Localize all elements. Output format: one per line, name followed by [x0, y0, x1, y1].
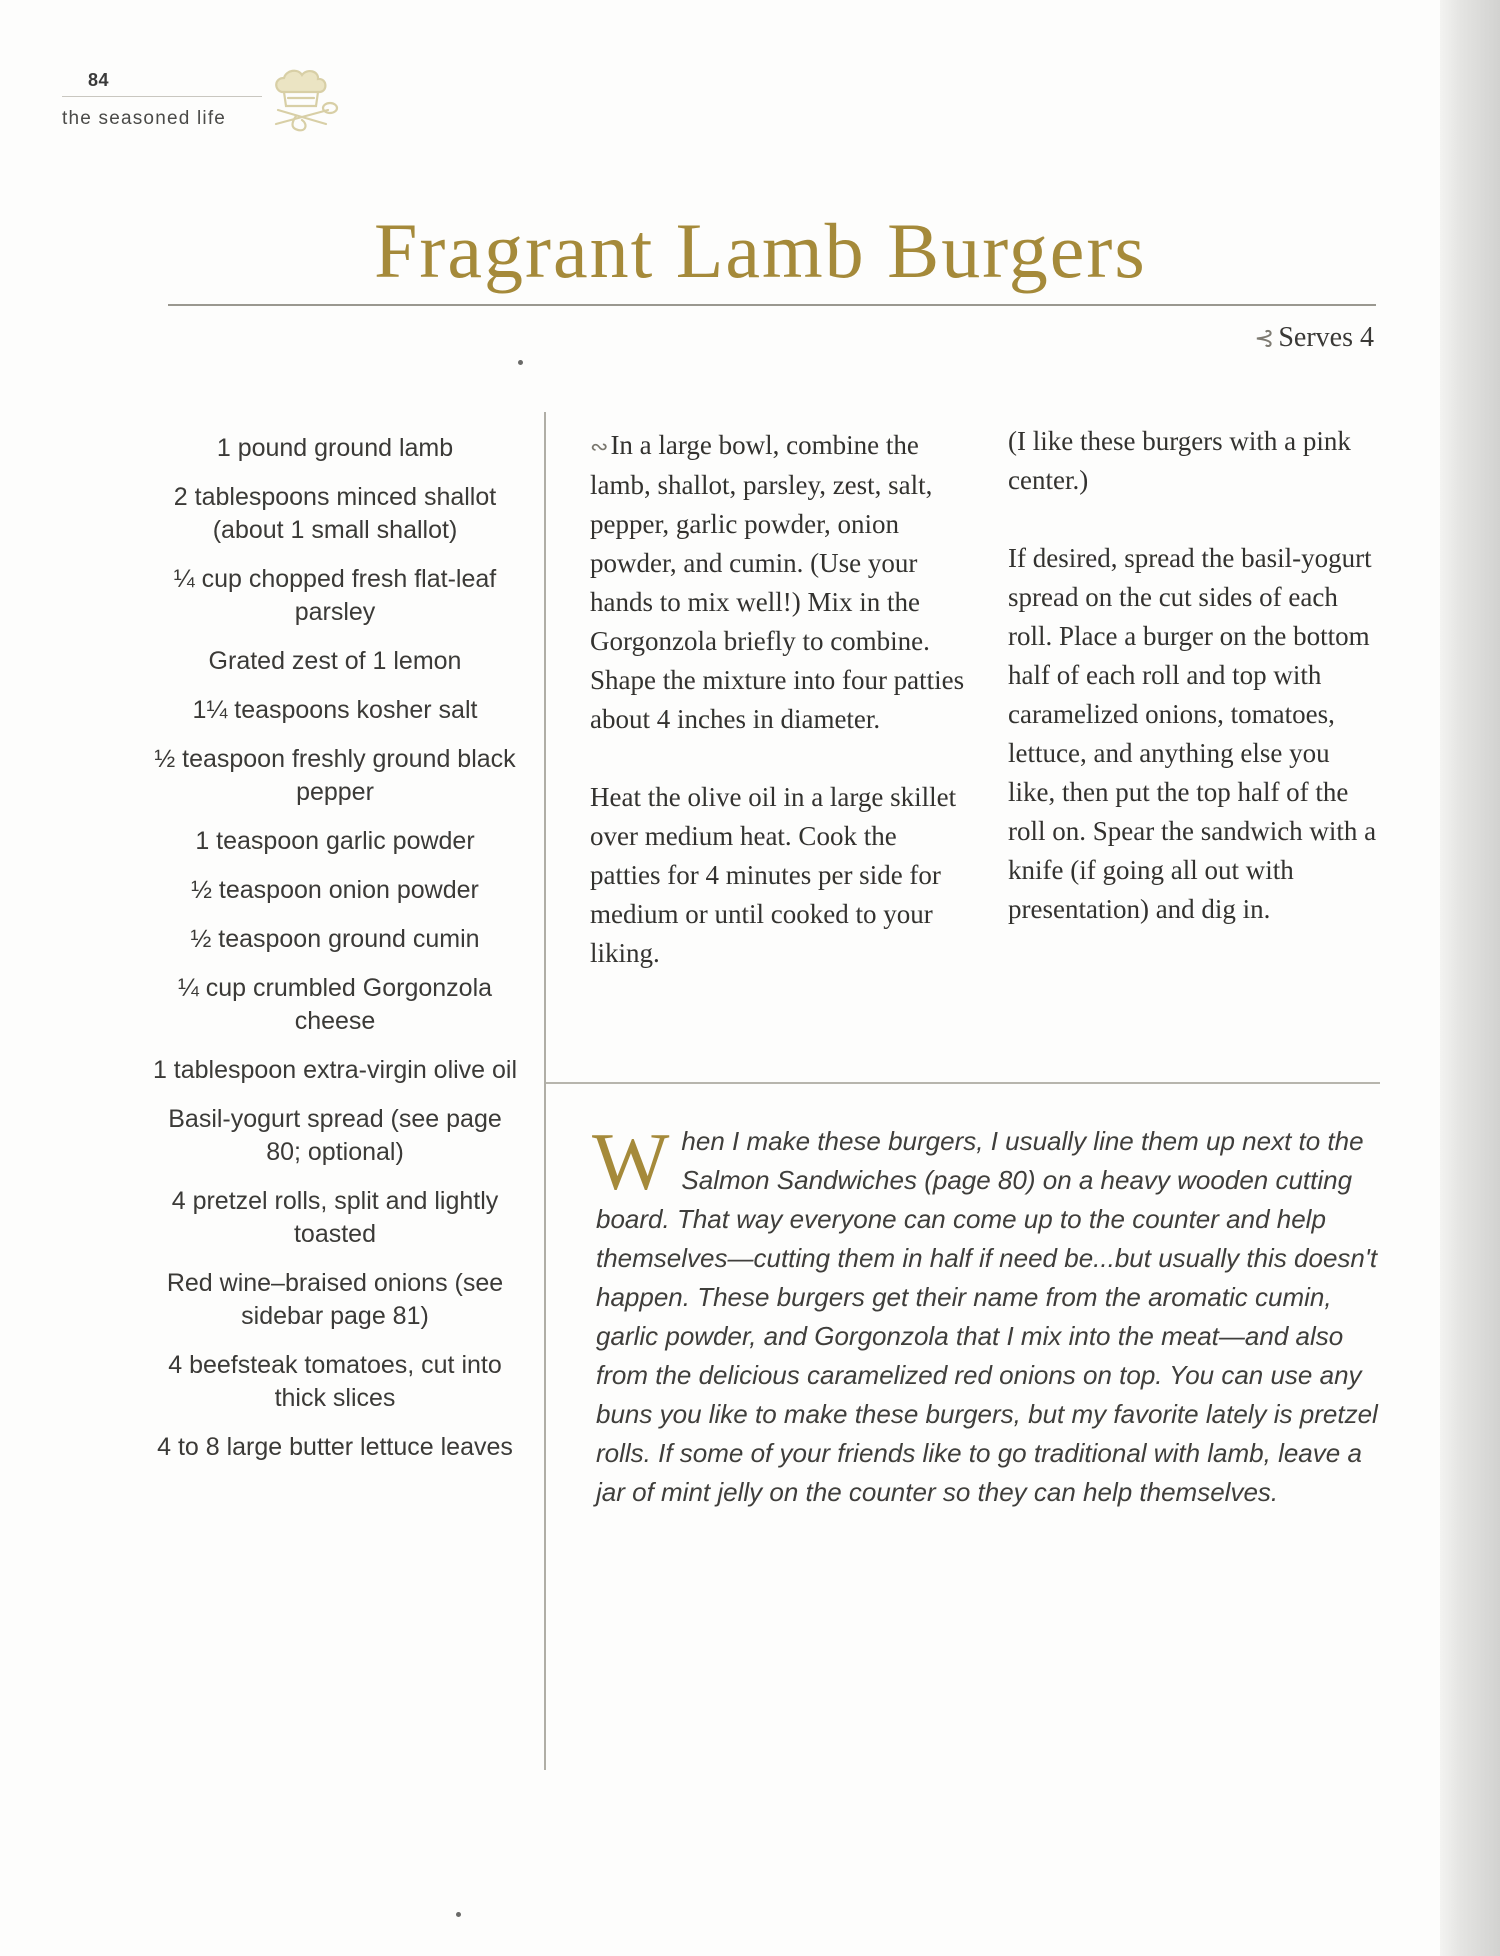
ingredient-item: 4 beefsteak tomatoes, cut into thick slices	[168, 1351, 502, 1412]
ingredient-item: Grated zest of 1 lemon	[208, 647, 462, 675]
ingredient-item: ½ teaspoon onion powder	[191, 876, 479, 904]
drop-cap: W	[592, 1116, 670, 1207]
recipe-title: Fragrant Lamb Burgers	[374, 207, 1147, 294]
folio-rule	[62, 96, 262, 97]
column-divider	[544, 412, 546, 1770]
title-rule	[168, 304, 1376, 306]
method-step-2: Heat the olive oil in a large skillet over medium heat. Cook the patties for 4 minutes per side for medium or until cooked to your liking.	[590, 782, 957, 968]
flourish-icon: ⊰	[1254, 326, 1275, 352]
page-gutter-shadow	[1440, 0, 1500, 1956]
ingredient-item: ½ teaspoon freshly ground black pepper	[154, 745, 516, 806]
ingredient-item: 4 to 8 large butter lettuce leaves	[157, 1433, 513, 1461]
headnote	[592, 1116, 1386, 1512]
ingredient-item: ¼ cup crumbled Gorgonzola cheese	[177, 974, 493, 1035]
ingredient-list	[150, 432, 520, 1480]
headnote-divider	[546, 1082, 1380, 1084]
headnote-text: hen I make these burgers, I usually line them up next to the Salmon Sandwiches (page 80) on a heavy wooden cutting board. That way everyone can come up to the counter and help themselves—cutting them in half if need be...but usually this doesn't happen. These burgers get their name from the aromatic cumin, garlic powder, and Gorgonzola that I mix into the meat—and also from the delicious caramelized red onions on top. You can use any buns you like to make these burgers, but my favorite lately is pretzel rolls. If some of your friends like to go traditional with lamb, leave a jar of mint jelly on the counter so they can help themselves.	[596, 1126, 1378, 1507]
ingredient-item: Basil-yogurt spread (see page 80; optional)	[168, 1105, 502, 1166]
chef-hat-whisk-logo-icon	[262, 62, 344, 144]
ingredient-item: 1 pound ground lamb	[216, 434, 454, 462]
running-head: the seasoned life	[62, 108, 227, 129]
serves-line	[1254, 322, 1374, 354]
ingredient-item: 1¼ teaspoons kosher salt	[192, 696, 478, 724]
method-column-right	[1008, 422, 1378, 929]
serves-text: Serves 4	[1278, 322, 1374, 353]
print-speck	[518, 360, 523, 365]
method-step-1-text: In a large bowl, combine the lamb, shallot, parsley, zest, salt, pepper, garlic powder, onion powder, and cumin. (Use your hands to mix well!) Mix in the Gorgonzola briefly to combine. Shape the mixture into four patties about 4 inches in diameter.	[590, 430, 965, 734]
page-number: 84	[88, 70, 110, 90]
method-column-left	[590, 426, 970, 973]
method-step-1	[590, 426, 970, 739]
ingredient-item: 1 tablespoon extra-virgin olive oil	[152, 1056, 518, 1084]
ingredient-item: ¼ cup chopped fresh flat-leaf parsley	[173, 565, 497, 626]
print-speck	[456, 1912, 461, 1917]
ingredient-item: 4 pretzel rolls, split and lightly toasted	[171, 1187, 499, 1248]
ornament-icon: ∾	[590, 434, 609, 459]
ingredient-item: 2 tablespoons minced shallot (about 1 small shallot)	[173, 483, 497, 544]
method-step-2-continued: (I like these burgers with a pink center.)	[1008, 426, 1351, 495]
ingredient-item: Red wine–braised onions (see sidebar page 81)	[166, 1269, 504, 1330]
method-step-3: If desired, spread the basil-yogurt spread on the cut sides of each roll. Place a burger on the bottom half of each roll and top with caramelized onions, tomatoes, lettuce, and anything else you like, then put the top half of the roll on. Spear the sandwich with a knife (if going all out with presentation) and dig in.	[1008, 543, 1377, 924]
ingredient-item: 1 teaspoon garlic powder	[195, 827, 475, 855]
ingredient-item: ½ teaspoon ground cumin	[190, 925, 480, 953]
